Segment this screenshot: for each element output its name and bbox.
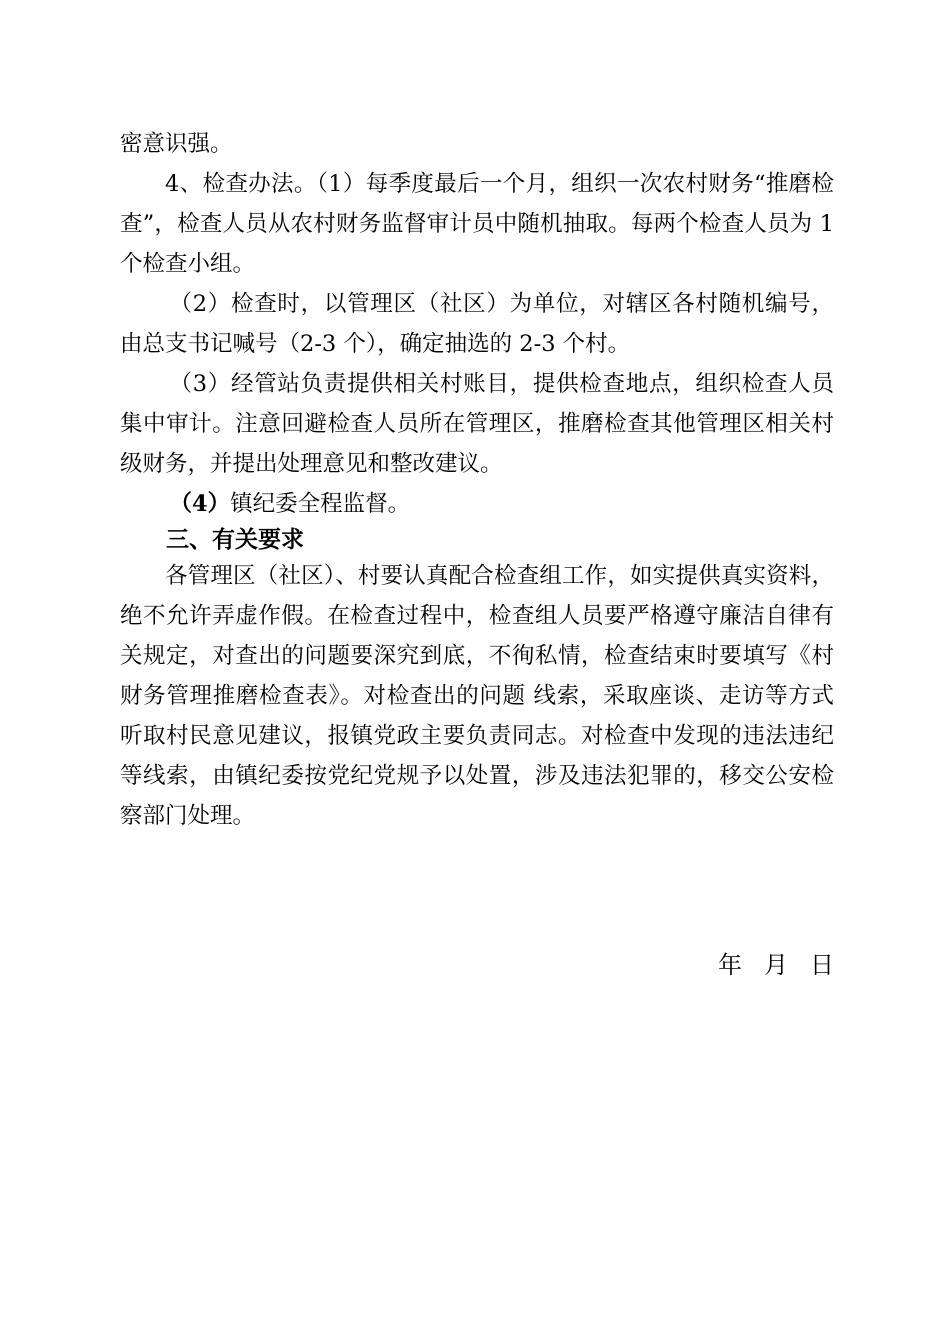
paragraph-item-2: （2）检查时，以管理区（社区）为单位，对辖区各村随机编号，由总支书记喊号（2-3 个），确定抽选的 2-3 个村。 xyxy=(120,291,834,357)
date-line xyxy=(696,945,834,980)
date-year: 年 xyxy=(718,951,742,979)
paragraph-continuation: 密意识强。 xyxy=(120,131,233,157)
section-heading-requirements: 三、有关要求 xyxy=(166,527,304,553)
paragraph-item-4 xyxy=(120,484,834,524)
paragraph-item-3: （3）经管站负责提供相关村账目，提供检查地点，组织检查人员集中审计。注意回避检查人员所在管理区，推磨检查其他管理区相关村级财务，并提出处理意见和整改建议。 xyxy=(120,371,834,477)
date-day: 日 xyxy=(810,951,834,979)
paragraph-requirements: 各管理区（社区）、村要认真配合检查组工作，如实提供真实资料，绝不允许弄虚作假。在检查过程中，检查组人员要严格遵守廉洁自律有关规定，对查出的问题要深究到底，不徇私情，检查结束时要填写《村财务管理推磨检查表》。对检查出的问题 线索，采取座谈、走访等方式听取村民意见建议，报镇党政主要负责同志。对检查中发现的违法违纪等线索，由镇纪委按党纪党规予以处置，涉及违法犯罪的，移交公安检察部门处理。 xyxy=(120,563,834,829)
date-month: 月 xyxy=(764,951,788,979)
item-4-text: 镇纪委全程监督。 xyxy=(230,491,411,517)
item-4-label: （4） xyxy=(169,491,231,517)
document-body xyxy=(120,124,834,836)
paragraph-inspection-method: 4、检查办法。（1）每季度最后一个月，组织一次农村财务“推磨检查”，检查人员从农村财务监督审计员中随机抽取。每两个检查人员为 1 个检查小组。 xyxy=(120,171,834,277)
